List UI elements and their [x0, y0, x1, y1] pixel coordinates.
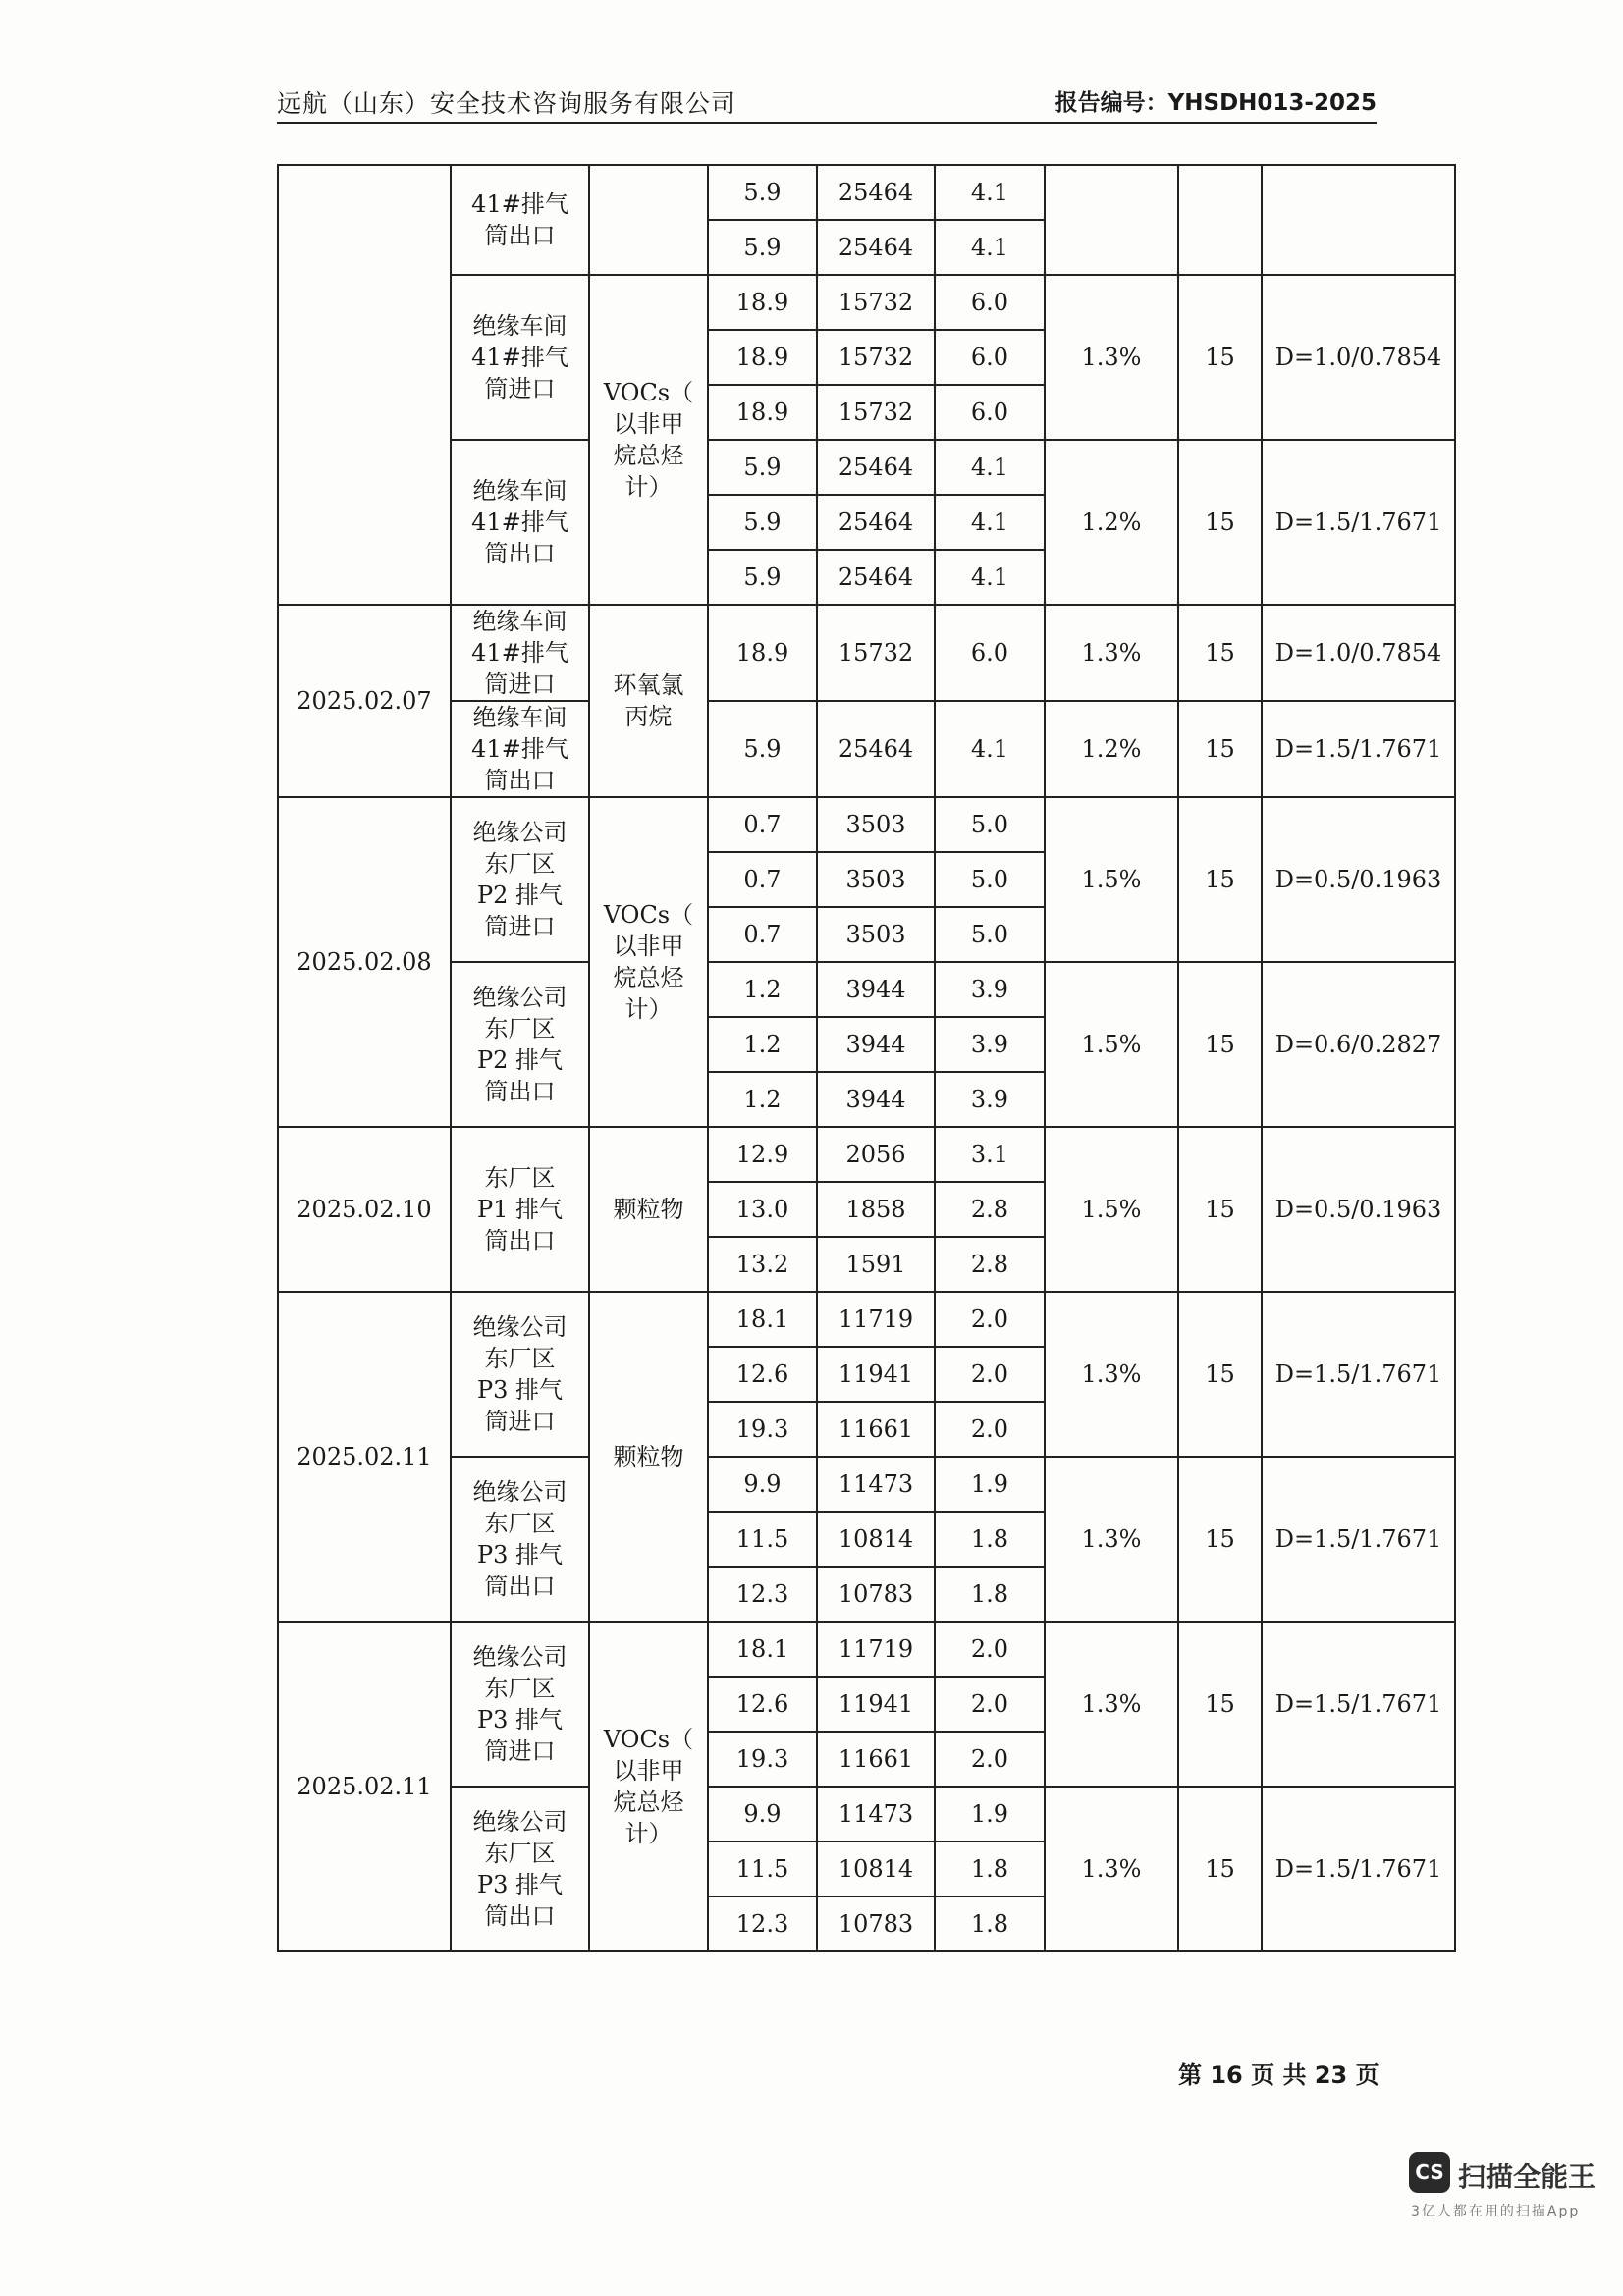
standard-cell: 15	[1178, 701, 1262, 797]
sampling-site: 绝缘车间 41#排气 筒进口	[451, 605, 589, 701]
flow-rate-cell: 15732	[817, 605, 935, 701]
test-item	[589, 165, 708, 275]
diameter-cell: D=1.5/1.7671	[1262, 440, 1455, 605]
test-item: 环氧氯 丙烷	[589, 605, 708, 797]
watermark-subtitle: 3亿人都在用的扫描App	[1411, 2204, 1581, 2219]
concentration-cell: 6.0	[935, 275, 1045, 330]
flow-rate-cell: 1591	[817, 1237, 935, 1292]
table-row	[278, 701, 1455, 797]
watermark-title: 扫描全能王	[1458, 2161, 1596, 2193]
sampling-date: 2025.02.11	[278, 1622, 451, 1951]
flow-rate-cell: 11473	[817, 1787, 935, 1842]
flow-velocity-cell: 19.3	[708, 1732, 817, 1787]
flow-velocity-cell: 5.9	[708, 701, 817, 797]
diameter-cell: D=1.0/0.7854	[1262, 275, 1455, 440]
standard-cell: 15	[1178, 1787, 1262, 1951]
flow-velocity-cell: 19.3	[708, 1402, 817, 1457]
standard-cell: 15	[1178, 440, 1262, 605]
flow-velocity-cell: 12.9	[708, 1127, 817, 1182]
concentration-cell: 6.0	[935, 330, 1045, 385]
flow-rate-cell: 3503	[817, 907, 935, 962]
sampling-site: 绝缘公司 东厂区 P3 排气 筒出口	[451, 1457, 589, 1622]
flow-rate-cell: 11719	[817, 1292, 935, 1347]
flow-velocity-cell: 0.7	[708, 907, 817, 962]
flow-velocity-cell: 5.9	[708, 165, 817, 220]
flow-velocity-cell: 18.1	[708, 1292, 817, 1347]
flow-velocity-cell: 0.7	[708, 797, 817, 852]
flow-velocity-cell: 11.5	[708, 1512, 817, 1567]
company-name: 远航（山东）安全技术咨询服务有限公司	[277, 89, 737, 118]
table-row	[278, 1457, 1455, 1512]
sampling-site: 绝缘公司 东厂区 P3 排气 筒进口	[451, 1292, 589, 1457]
flow-velocity-cell: 18.1	[708, 1622, 817, 1677]
table-row	[278, 275, 1455, 330]
diameter-cell: D=1.5/1.7671	[1262, 1457, 1455, 1622]
percentage-cell: 1.3%	[1045, 1457, 1178, 1622]
flow-rate-cell: 11473	[817, 1457, 935, 1512]
table-row	[278, 605, 1455, 701]
concentration-cell: 2.0	[935, 1347, 1045, 1402]
flow-rate-cell: 25464	[817, 495, 935, 550]
concentration-cell: 4.1	[935, 220, 1045, 275]
concentration-cell: 3.9	[935, 1072, 1045, 1127]
percentage-cell: 1.3%	[1045, 1292, 1178, 1457]
flow-velocity-cell: 18.9	[708, 330, 817, 385]
concentration-cell: 6.0	[935, 605, 1045, 701]
concentration-cell: 1.9	[935, 1787, 1045, 1842]
table-row	[278, 165, 1455, 220]
diameter-cell: D=0.5/0.1963	[1262, 797, 1455, 962]
diameter-cell: D=1.0/0.7854	[1262, 605, 1455, 701]
table-row	[278, 962, 1455, 1017]
percentage-cell: 1.5%	[1045, 962, 1178, 1127]
concentration-cell: 1.8	[935, 1896, 1045, 1951]
concentration-cell: 3.1	[935, 1127, 1045, 1182]
standard-cell: 15	[1178, 962, 1262, 1127]
flow-velocity-cell: 0.7	[708, 852, 817, 907]
diameter-cell: D=1.5/1.7671	[1262, 1292, 1455, 1457]
standard-cell	[1178, 165, 1262, 275]
flow-rate-cell: 25464	[817, 165, 935, 220]
flow-velocity-cell: 18.9	[708, 275, 817, 330]
flow-velocity-cell: 18.9	[708, 605, 817, 701]
test-item: VOCs（ 以非甲 烷总烃 计）	[589, 1622, 708, 1951]
sampling-date: 2025.02.08	[278, 797, 451, 1127]
concentration-cell: 1.8	[935, 1512, 1045, 1567]
flow-rate-cell: 11661	[817, 1732, 935, 1787]
flow-velocity-cell: 13.2	[708, 1237, 817, 1292]
flow-rate-cell: 10783	[817, 1896, 935, 1951]
flow-rate-cell: 15732	[817, 385, 935, 440]
page-number: 第 16 页 共 23 页	[1178, 2061, 1380, 2089]
page-header	[277, 84, 1377, 124]
sampling-date	[278, 165, 451, 605]
flow-rate-cell: 25464	[817, 440, 935, 495]
flow-velocity-cell: 5.9	[708, 220, 817, 275]
flow-velocity-cell: 1.2	[708, 962, 817, 1017]
standard-cell: 15	[1178, 797, 1262, 962]
flow-velocity-cell: 12.3	[708, 1896, 817, 1951]
percentage-cell: 1.3%	[1045, 605, 1178, 701]
flow-rate-cell: 3944	[817, 1072, 935, 1127]
sampling-site: 绝缘车间 41#排气 筒出口	[451, 701, 589, 797]
report-number: 报告编号：YHSDH013-2025	[1055, 90, 1377, 116]
percentage-cell: 1.5%	[1045, 1127, 1178, 1292]
flow-velocity-cell: 12.6	[708, 1347, 817, 1402]
concentration-cell: 1.8	[935, 1567, 1045, 1622]
percentage-cell: 1.3%	[1045, 1787, 1178, 1951]
sampling-site: 41#排气 筒出口	[451, 165, 589, 275]
flow-rate-cell: 11941	[817, 1677, 935, 1732]
flow-velocity-cell: 18.9	[708, 385, 817, 440]
flow-velocity-cell: 12.6	[708, 1677, 817, 1732]
concentration-cell: 5.0	[935, 797, 1045, 852]
table-row	[278, 1127, 1455, 1182]
sampling-site: 绝缘公司 东厂区 P3 排气 筒进口	[451, 1622, 589, 1787]
diameter-cell: D=1.5/1.7671	[1262, 1622, 1455, 1787]
concentration-cell: 4.1	[935, 550, 1045, 605]
sampling-date: 2025.02.07	[278, 605, 451, 797]
concentration-cell: 2.0	[935, 1677, 1045, 1732]
flow-velocity-cell: 12.3	[708, 1567, 817, 1622]
sampling-date: 2025.02.11	[278, 1292, 451, 1622]
standard-cell: 15	[1178, 1622, 1262, 1787]
scanner-watermark	[1409, 2152, 1615, 2220]
monitoring-results-table	[277, 164, 1456, 1952]
sampling-site: 绝缘车间 41#排气 筒出口	[451, 440, 589, 605]
flow-velocity-cell: 9.9	[708, 1787, 817, 1842]
concentration-cell: 2.0	[935, 1402, 1045, 1457]
concentration-cell: 4.1	[935, 701, 1045, 797]
concentration-cell: 2.8	[935, 1182, 1045, 1237]
test-item: VOCs（ 以非甲 烷总烃 计）	[589, 275, 708, 605]
percentage-cell: 1.2%	[1045, 701, 1178, 797]
concentration-cell: 4.1	[935, 440, 1045, 495]
standard-cell: 15	[1178, 1457, 1262, 1622]
flow-rate-cell: 10783	[817, 1567, 935, 1622]
flow-velocity-cell: 11.5	[708, 1842, 817, 1896]
sampling-site: 绝缘公司 东厂区 P2 排气 筒进口	[451, 797, 589, 962]
diameter-cell: D=0.6/0.2827	[1262, 962, 1455, 1127]
flow-rate-cell: 15732	[817, 330, 935, 385]
test-item: VOCs（ 以非甲 烷总烃 计）	[589, 797, 708, 1127]
flow-rate-cell: 11941	[817, 1347, 935, 1402]
concentration-cell: 3.9	[935, 962, 1045, 1017]
flow-velocity-cell: 1.2	[708, 1072, 817, 1127]
flow-rate-cell: 25464	[817, 550, 935, 605]
percentage-cell: 1.2%	[1045, 440, 1178, 605]
percentage-cell: 1.5%	[1045, 797, 1178, 962]
sampling-site: 绝缘车间 41#排气 筒进口	[451, 275, 589, 440]
flow-rate-cell: 11661	[817, 1402, 935, 1457]
standard-cell: 15	[1178, 1127, 1262, 1292]
table-row	[278, 1622, 1455, 1677]
flow-rate-cell: 3503	[817, 797, 935, 852]
flow-rate-cell: 11719	[817, 1622, 935, 1677]
concentration-cell: 6.0	[935, 385, 1045, 440]
concentration-cell: 2.0	[935, 1292, 1045, 1347]
concentration-cell: 1.8	[935, 1842, 1045, 1896]
flow-rate-cell: 25464	[817, 220, 935, 275]
test-item: 颗粒物	[589, 1292, 708, 1622]
flow-velocity-cell: 5.9	[708, 440, 817, 495]
table-row	[278, 1292, 1455, 1347]
flow-rate-cell: 3944	[817, 1017, 935, 1072]
flow-velocity-cell: 5.9	[708, 495, 817, 550]
diameter-cell	[1262, 165, 1455, 275]
flow-rate-cell: 25464	[817, 701, 935, 797]
flow-rate-cell: 1858	[817, 1182, 935, 1237]
cs-logo-icon: CS	[1409, 2152, 1450, 2193]
flow-velocity-cell: 1.2	[708, 1017, 817, 1072]
concentration-cell: 1.9	[935, 1457, 1045, 1512]
flow-velocity-cell: 13.0	[708, 1182, 817, 1237]
diameter-cell: D=1.5/1.7671	[1262, 701, 1455, 797]
concentration-cell: 2.0	[935, 1732, 1045, 1787]
flow-rate-cell: 10814	[817, 1842, 935, 1896]
concentration-cell: 4.1	[935, 495, 1045, 550]
flow-rate-cell: 3503	[817, 852, 935, 907]
header-divider	[277, 122, 1377, 124]
standard-cell: 15	[1178, 1292, 1262, 1457]
concentration-cell: 3.9	[935, 1017, 1045, 1072]
concentration-cell: 5.0	[935, 907, 1045, 962]
flow-rate-cell: 10814	[817, 1512, 935, 1567]
flow-rate-cell: 3944	[817, 962, 935, 1017]
flow-rate-cell: 15732	[817, 275, 935, 330]
diameter-cell: D=0.5/0.1963	[1262, 1127, 1455, 1292]
concentration-cell: 2.8	[935, 1237, 1045, 1292]
concentration-cell: 4.1	[935, 165, 1045, 220]
table-row	[278, 440, 1455, 495]
table-row	[278, 797, 1455, 852]
test-item: 颗粒物	[589, 1127, 708, 1292]
standard-cell: 15	[1178, 275, 1262, 440]
flow-velocity-cell: 9.9	[708, 1457, 817, 1512]
diameter-cell: D=1.5/1.7671	[1262, 1787, 1455, 1951]
concentration-cell: 2.0	[935, 1622, 1045, 1677]
standard-cell: 15	[1178, 605, 1262, 701]
percentage-cell: 1.3%	[1045, 275, 1178, 440]
sampling-site: 东厂区 P1 排气 筒出口	[451, 1127, 589, 1292]
percentage-cell	[1045, 165, 1178, 275]
flow-velocity-cell: 5.9	[708, 550, 817, 605]
percentage-cell: 1.3%	[1045, 1622, 1178, 1787]
sampling-site: 绝缘公司 东厂区 P2 排气 筒出口	[451, 962, 589, 1127]
flow-rate-cell: 2056	[817, 1127, 935, 1182]
concentration-cell: 5.0	[935, 852, 1045, 907]
sampling-date: 2025.02.10	[278, 1127, 451, 1292]
table-row	[278, 1787, 1455, 1842]
sampling-site: 绝缘公司 东厂区 P3 排气 筒出口	[451, 1787, 589, 1951]
